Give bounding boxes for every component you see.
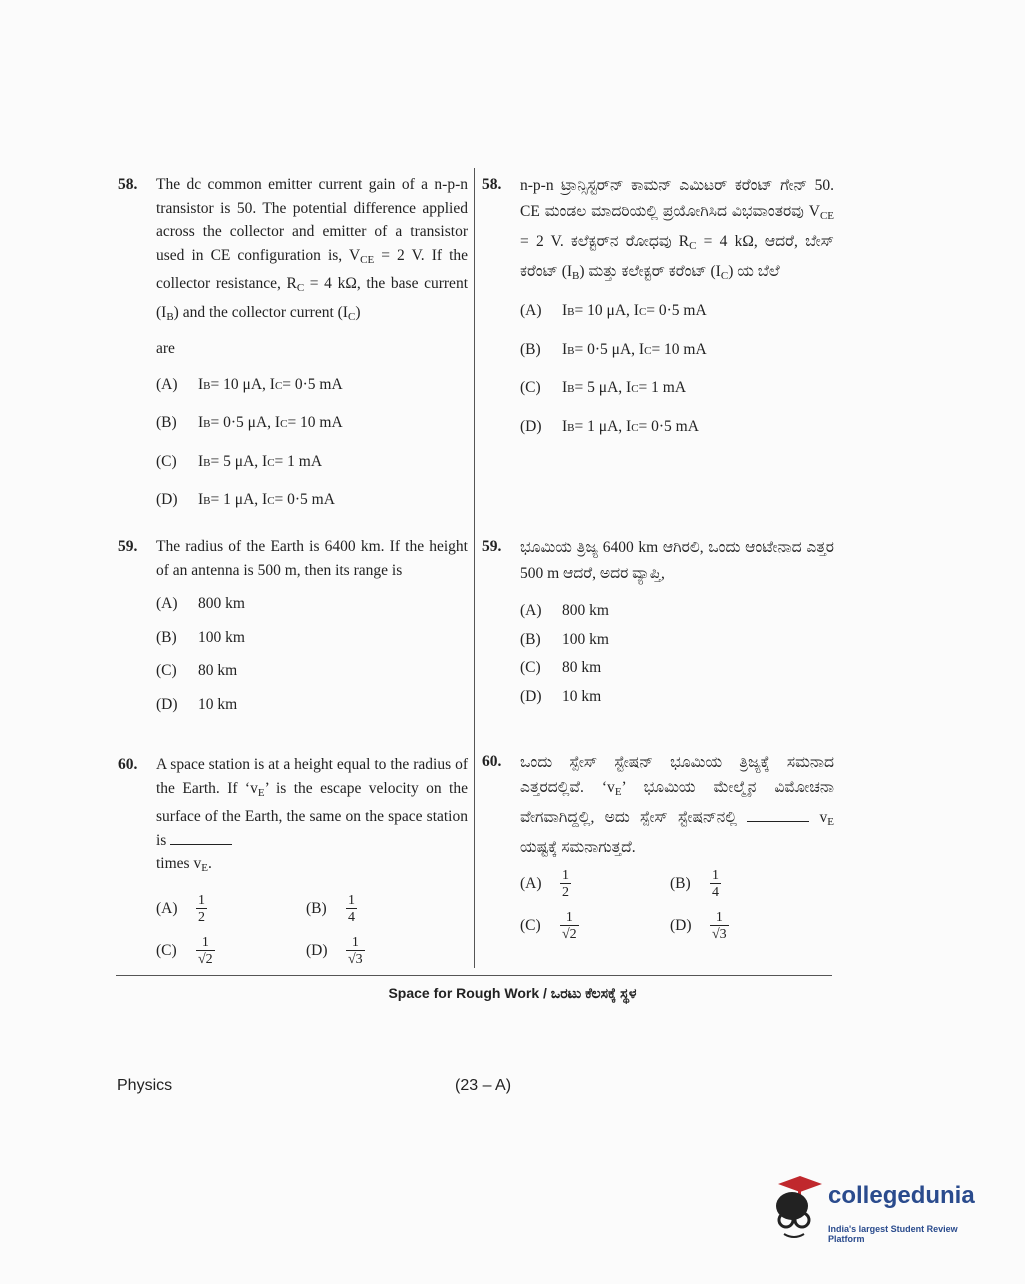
question-60-en xyxy=(118,753,468,967)
option-c[interactable]: (C) 80 km xyxy=(156,662,238,679)
question-58-kn xyxy=(482,173,834,440)
subject-label: Physics xyxy=(117,1077,173,1094)
option-d[interactable]: (D) $\frac{1}{√3}$ xyxy=(670,910,727,942)
brand-logo xyxy=(770,1176,995,1256)
answer-blank xyxy=(170,834,232,845)
option-d[interactable]: (D) 10 km xyxy=(156,695,238,713)
question-text: ಭೂಮಿಯ ತ್ರಿಜ್ಯ 6400 km ಆಗಿರಲಿ, ಒಂದು ಆಂಟೇನಾದ ಎತ್ತರ 500 m ಆದರೆ, ಅದರ ವ್ಯಾಪ್ತಿ, xyxy=(520,539,834,582)
option-d[interactable]: (D) I B = 1 μA, I C = 0·5 mA xyxy=(520,417,699,435)
option-b[interactable]: (B) I B = 0·5 μA, I C = 10 mA xyxy=(520,340,707,358)
option-d[interactable]: (D) 10 km xyxy=(520,687,602,705)
option-d[interactable]: (D) $\frac{1}{√3}$ xyxy=(306,934,363,967)
question-number: 60. xyxy=(118,756,138,773)
options-list xyxy=(156,592,468,716)
question-text: The radius of the Earth is 6400 km. If the height of an antenna is 500 m, then its range is xyxy=(156,538,468,579)
option-a[interactable]: (A) $\frac{1}{2}$ xyxy=(156,892,205,925)
question-number: 58. xyxy=(118,176,138,193)
option-c[interactable]: (C) $\frac{1}{√2}$ xyxy=(156,934,213,967)
question-number: 59. xyxy=(482,538,502,555)
question-text: A space station is at a height equal to the radius of the Earth. If ‘$v_E$’ is the escape velocity on the surface of the Earth, the same on the space station is xyxy=(156,756,468,849)
option-a[interactable]: (A) $\frac{1}{2}$ xyxy=(520,868,569,900)
question-60-kn xyxy=(482,750,834,942)
option-a[interactable]: (A) I B = 10 μA, I C = 0·5 mA xyxy=(156,375,343,393)
answer-blank xyxy=(747,811,809,822)
question-text-tail: are xyxy=(156,340,175,357)
brand-tagline: India's largest Student Review Platform xyxy=(828,1224,958,1244)
question-number: 59. xyxy=(118,538,138,555)
option-a[interactable]: (A) 800 km xyxy=(520,602,609,619)
brand-name: collegedunia xyxy=(828,1182,975,1209)
option-a[interactable]: (A) I B = 10 μA, I C = 0·5 mA xyxy=(520,302,707,319)
option-c[interactable]: (C) I B = 5 μA, I C = 1 mA xyxy=(156,452,323,470)
option-c[interactable]: (C) $\frac{1}{√2}$ xyxy=(520,910,577,942)
option-b[interactable]: (B) 100 km xyxy=(520,630,609,648)
options-list xyxy=(156,373,468,514)
bottom-rule xyxy=(116,975,832,976)
options-list xyxy=(520,599,834,708)
question-58-en xyxy=(118,173,468,514)
mascot-icon xyxy=(770,1176,826,1252)
option-c[interactable]: (C) 80 km xyxy=(520,659,602,676)
option-b[interactable]: (B) $\frac{1}{4}$ xyxy=(670,868,719,900)
question-59-en xyxy=(118,535,468,716)
option-b[interactable]: (B) I B = 0·5 μA, I C = 10 mA xyxy=(156,414,343,431)
option-a[interactable]: (A) 800 km xyxy=(156,595,245,612)
question-number: 60. xyxy=(482,753,502,770)
options-grid xyxy=(156,893,468,967)
option-b[interactable]: (B) $\frac{1}{4}$ xyxy=(306,892,355,925)
option-c[interactable]: (C) I B = 5 μA, I C = 1 mA xyxy=(520,379,687,396)
option-d[interactable]: (D) I B = 1 μA, I C = 0·5 mA xyxy=(156,491,335,508)
column-divider xyxy=(474,168,475,968)
question-number: 58. xyxy=(482,176,502,193)
question-text: ಒಂದು ಸ್ಪೇಸ್ ಸ್ಟೇಷನ್ ಭೂಮಿಯ ತ್ರಿಜ್ಯಕ್ಕೆ ಸಮನಾದ ಎತ್ತರದಲ್ಲಿವೆ. ‘$v_E$’ ಭೂಮಿಯ ಮೇಲ್ಮೈನ ವಿಮೋಚನಾ ವೇಗವಾಗಿದ್ದಲ್ಲಿ, ಅದು ಸ್ಪೇಸ್ ಸ್ಟೇಷನ್‌ನಲ್ಲಿ $v_E$ ಯಷ್ಟಕ್ಕೆ ಸಮನಾಗುತ್ತದೆ. xyxy=(520,754,835,856)
question-text-tail: times $v_E$. xyxy=(156,855,212,874)
page-number: (23 – A) xyxy=(455,1077,512,1094)
question-text: n-p-n ಟ್ರಾನ್ಸಿಸ್ಟರ್‌ನ್ ಕಾಮನ್ ಎಮಿಟರ್ ಕರೆಂಟ್ ಗೇನ್ 50. CE ಮಂಡಲ ಮಾದರಿಯಲ್ಲಿ ಪ್ರಯೋಗಿಸಿದ ವಿಭವಾಂತರವು $V_{CE} = 2$ V. ಕಲೆಕ್ಟರ್‌ನ ರೋಧವು $R_C = 4$ kΩ, ಆದರೆ, ಬೇಸ್ ಕರೆಂಟ್ $(I_B)$ ಮತ್ತು ಕಲೇಕ್ಟರ್ ಕರೆಂಟ್ $(I_C)$ ಯ ಬೆಲೆ xyxy=(520,177,835,282)
option-b[interactable]: (B) 100 km xyxy=(156,628,245,646)
options-grid xyxy=(520,868,834,942)
question-text: The dc common emitter current gain of a n-p-n transistor is 50. The potential difference applied across the collector and emitter of a transistor used in CE configuration is, $V_{CE} = 2$ V. If the collector resistance, $R_C = 4$ kΩ, the base current $(I_B)$ and the collector current $(I_C)$ xyxy=(156,176,469,323)
question-59-kn xyxy=(482,535,834,708)
rough-work-label: Space for Rough Work / ಒರಟು ಕೆಲಸಕ್ಕೆ ಸ್ಥಳ xyxy=(388,985,637,1001)
options-list xyxy=(520,299,834,440)
